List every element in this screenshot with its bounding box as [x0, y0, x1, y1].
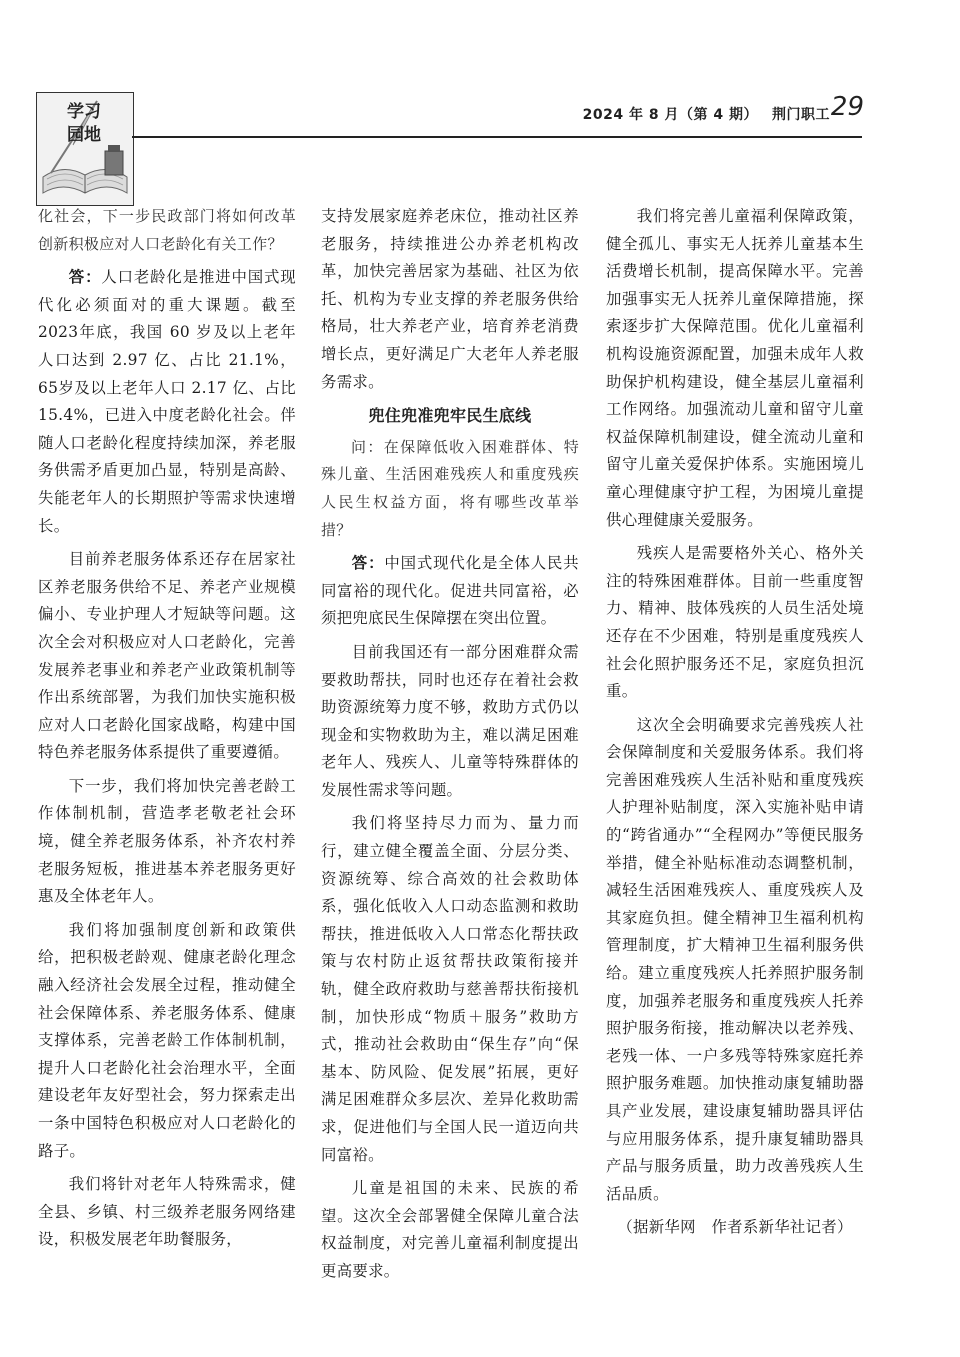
answer-label: 答：	[68, 268, 102, 287]
issue-info	[583, 104, 830, 124]
article-column-3	[606, 203, 864, 1248]
paragraph-continued: 支持发展家庭养老床位，推动社区养老服务，持续推进公办养老机构改革，加快完善居家为基础、社区为依托、机构为专业支撑的养老服务供给格局，壮大养老产业，培育养老消费增长点，更好满足广大老年人养老服务需求。	[321, 207, 579, 391]
subheading: 兜住兜准兜牢民生底线	[368, 406, 532, 426]
section-title	[60, 101, 108, 147]
issue-date: 2024 年 8 月（第 4 期）	[582, 107, 758, 123]
answer-label: 答：	[351, 554, 385, 573]
page-number: 29	[830, 92, 864, 122]
paragraph: 下一步，我们将加快完善老龄工作体制机制，营造孝老敬老社会环境，健全养老服务体系，补齐农村养老服务短板，推进基本养老服务更好惠及全体老年人。	[38, 776, 296, 906]
header-rule	[132, 136, 862, 138]
question-label: 问：	[351, 437, 384, 456]
paragraph: 这次全会明确要求完善残疾人社会保障制度和关爱服务体系。我们将完善困难残疾人生活补贴和重度残疾人护理补贴制度，深入实施补贴申请的“跨省通办”“全程网办”等便民服务举措，健全补贴标准动态调整机制，减轻生活困难残疾人、重度残疾人及其家庭负担。健全精神卫生福利机构管理制度，扩大精神卫生福利服务供给。建立重度残疾人托养照护服务制度，加强养老服务和重度残疾人托养照护服务衔接，推动解决以老养残、老残一体、一户多残等特殊家庭托养照护服务难题。加快推动康复辅助器具产业发展，建设康复辅助器具评估与应用服务体系，提升康复辅助器具产品与服务质量，助力改善残疾人生活品质。	[606, 715, 864, 1203]
journal-name: 荆门职工	[772, 107, 830, 123]
article-column-2	[321, 203, 579, 1292]
answer-paragraph	[38, 264, 296, 540]
answer-paragraph	[321, 550, 579, 633]
paragraph: 我们将完善儿童福利保障政策，健全孤儿、事实无人抚养儿童基本生活费增长机制，提高保障水平。完善加强事实无人抚养儿童保障措施，探索逐步扩大保障范围。优化儿童福利机构设施资源配置，加强未成年人救助保护机构建设，健全基层儿童福利工作网络。加强流动儿童和留守儿童权益保障机制建设，健全流动儿童和留守儿童关爱保护体系。实施困境儿童心理健康守护工程，为困境儿童提供心理健康关爱服务。	[606, 207, 864, 529]
paragraph: 残疾人是需要格外关心、格外关注的特殊困难群体。目前一些重度智力、精神、肢体残疾的人员生活处境还存在不少困难，特别是重度残疾人社会化照护服务还不足，家庭负担沉重。	[606, 544, 864, 701]
paragraph: 目前我国还有一部分困难群众需要救助帮扶，同时也还存在着社会救助资源统筹力度不够，救助方式仍以现金和实物救助为主，难以满足困难老年人、残疾人、儿童等特殊群体的发展性需求等问题。	[321, 642, 579, 799]
answer-text: 中国式现代化是全体人民共同富裕的现代化。促进共同富裕，必须把兜底民生保障摆在突出位置。	[321, 554, 579, 628]
paragraph: 儿童是祖国的未来、民族的希望。这次全会部署健全保障儿童合法权益制度，对完善儿童福利制度提出更高要求。	[321, 1179, 579, 1280]
paragraph: 我们将加强制度创新和政策供给，把积极老龄观、健康老龄化理念融入经济社会发展全过程，推动健全社会保障体系、养老服务体系、健康支撑体系，完善老龄工作体制机制，提升人口老龄化社会治理水平，全面建设老年友好型社会，努力探索走出一条中国特色积极应对人口老龄化的路子。	[38, 920, 296, 1160]
paragraph: 我们将针对老年人特殊需求，健全县、乡镇、村三级养老服务网络建设，积极发展老年助餐服务，	[38, 1175, 296, 1249]
source-credit: （据新华网 作者系新华社记者）	[617, 1218, 853, 1237]
question-paragraph	[321, 434, 579, 544]
section-title-line2: 园地	[67, 125, 101, 145]
paragraph: 目前养老服务体系还存在居家社区养老服务供给不足、养老产业规模偏小、专业护理人才短缺等问题。这次全会对积极应对人口老龄化，完善发展养老事业和养老产业政策机制等作出系统部署，为我们加快实施积极应对人口老龄化国家战略，构建中国特色养老服务体系提供了重要遵循。	[38, 550, 296, 762]
answer-text: 人口老龄化是推进中国式现代化必须面对的重大课题。截至2023年底，我国 60 岁及以上老年人口达到 2.97 亿、占比 21.1%，65岁及以上老年人口 2.17 亿、占比15.4%，已进入中度老龄化社会。伴随人口老龄化程度持续加深，养老服务供需矛盾更加凸显，特别是高龄、失能老年人的长期照护等需求快速增长。	[38, 268, 296, 535]
question-continued: 化社会，下一步民政部门将如何改革创新积极应对人口老龄化有关工作？	[38, 207, 296, 253]
section-title-line1: 学习	[67, 102, 101, 122]
page-header	[0, 0, 960, 205]
article-column-1	[38, 203, 296, 1260]
paragraph: 我们将坚持尽力而为、量力而行，建立健全覆盖全面、分层分类、资源统筹、综合高效的社会救助体系，强化低收入人口动态监测和救助帮扶，推进低收入人口常态化帮扶政策与农村防止返贫帮扶政策衔接并轨，健全政府救助与慈善帮扶衔接机制，加快形成“物质＋服务”救助方式，推动社会救助由“保生存”向“保基本、防风险、促发展”拓展，更好满足困难群众多层次、差异化救助需求，促进他们与全国人民一道迈向共同富裕。	[321, 814, 579, 1164]
question-text: 在保障低收入困难群体、特殊儿童、生活困难残疾人和重度残疾人民生权益方面，将有哪些改革举措？	[321, 437, 579, 539]
